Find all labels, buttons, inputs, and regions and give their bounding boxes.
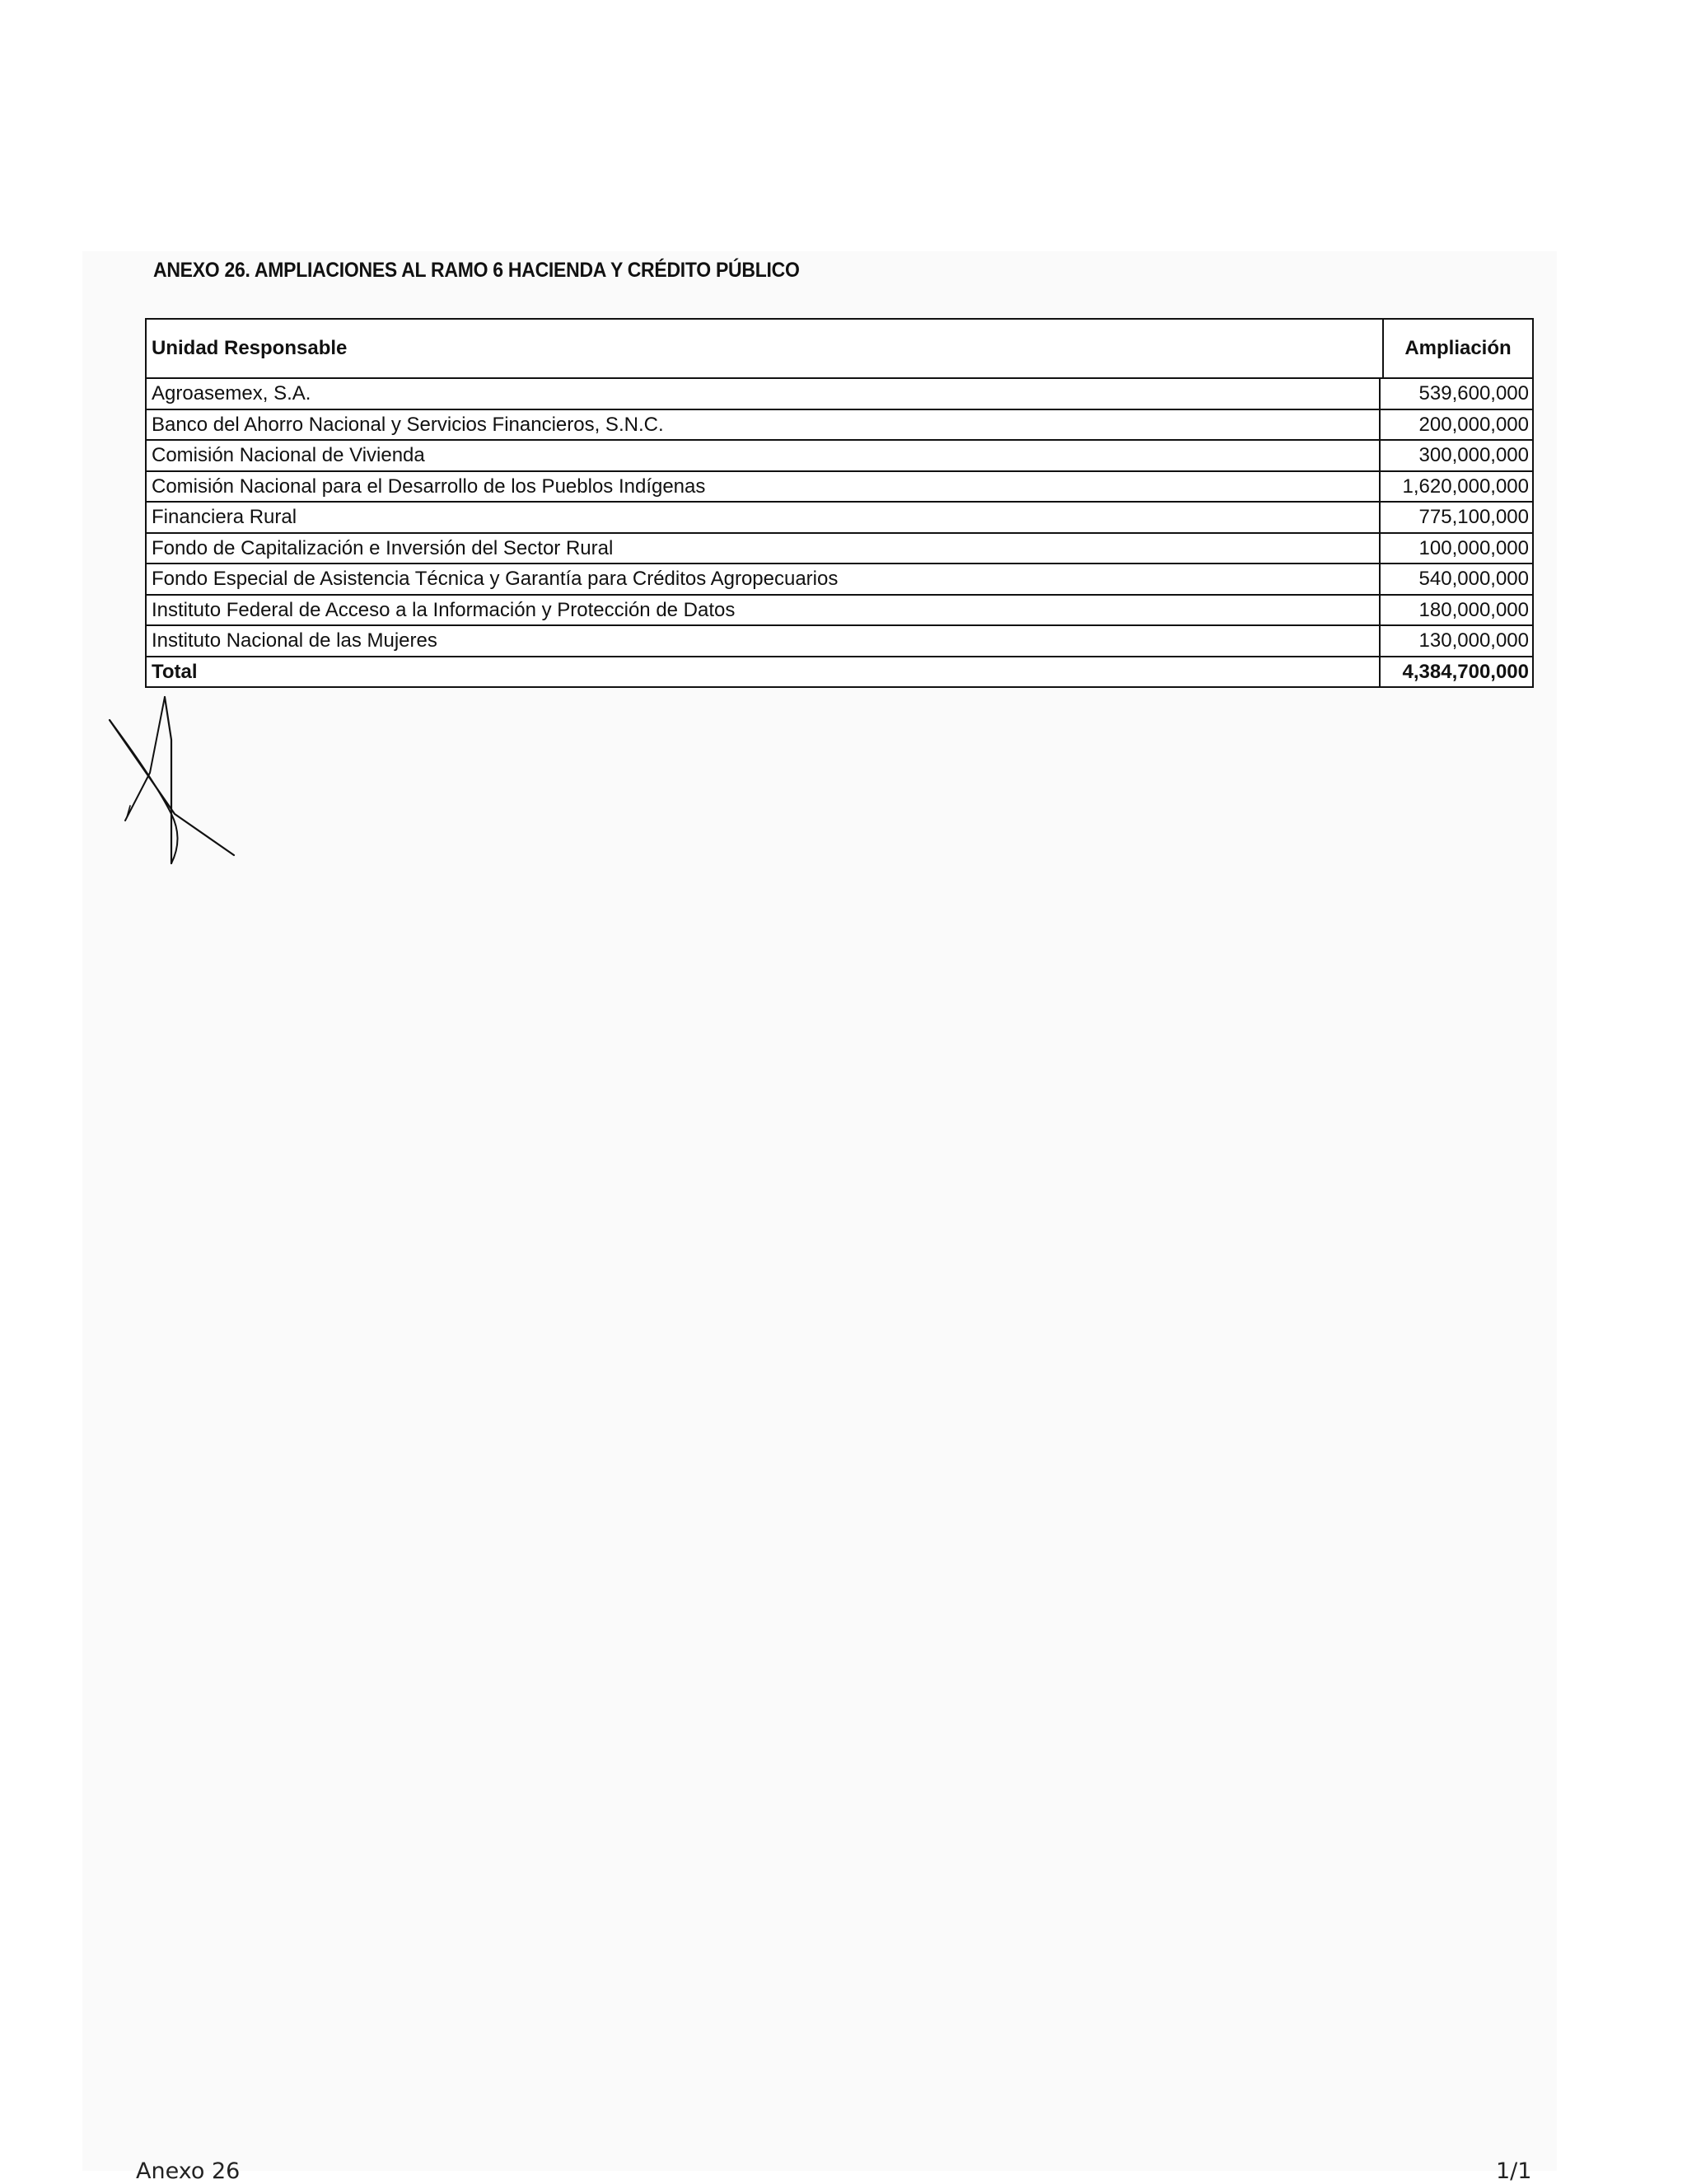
amount-cell: 100,000,000 bbox=[1418, 536, 1529, 559]
total-label: Total bbox=[147, 657, 1381, 687]
unit-cell: Comisión Nacional para el Desarrollo de los Pueblos Indígenas bbox=[147, 472, 1381, 502]
amount-cell: 1,620,000,000 bbox=[1402, 475, 1529, 498]
table-row bbox=[147, 626, 1532, 657]
amount-cell: 540,000,000 bbox=[1418, 568, 1529, 590]
unit-cell: Fondo Especial de Asistencia Técnica y Garantía para Créditos Agropecuarios bbox=[147, 564, 1381, 594]
amount-cell: 775,100,000 bbox=[1418, 506, 1529, 528]
amount-cell: 300,000,000 bbox=[1418, 444, 1529, 466]
unit-cell: Agroasemex, S.A. bbox=[147, 379, 1381, 409]
unit-cell: Banco del Ahorro Nacional y Servicios Financieros, S.N.C. bbox=[147, 410, 1381, 440]
footer-annex-label: Anexo 26 bbox=[136, 2158, 241, 2184]
table-row bbox=[147, 441, 1532, 472]
footer-page-number: 1/1 bbox=[1496, 2158, 1532, 2184]
header-amount: Ampliación bbox=[1404, 337, 1512, 359]
table-row bbox=[147, 503, 1532, 534]
unit-cell: Comisión Nacional de Vivienda bbox=[147, 441, 1381, 470]
table-row bbox=[147, 564, 1532, 596]
table-row bbox=[147, 472, 1532, 503]
amount-cell: 539,600,000 bbox=[1418, 382, 1529, 405]
header-unit: Unidad Responsable bbox=[147, 320, 1384, 377]
total-amount: 4,384,700,000 bbox=[1402, 660, 1529, 683]
table-row bbox=[147, 379, 1532, 410]
unit-cell: Instituto Nacional de las Mujeres bbox=[147, 626, 1381, 656]
table-total-row bbox=[147, 657, 1532, 687]
table-row bbox=[147, 410, 1532, 442]
unit-cell: Instituto Federal de Acceso a la Información y Protección de Datos bbox=[147, 596, 1381, 625]
amount-cell: 180,000,000 bbox=[1418, 598, 1529, 621]
table-row bbox=[147, 596, 1532, 627]
amount-cell: 200,000,000 bbox=[1418, 413, 1529, 436]
unit-cell: Financiera Rural bbox=[147, 503, 1381, 532]
table-row bbox=[147, 534, 1532, 565]
document-title: ANEXO 26. AMPLIACIONES AL RAMO 6 HACIENDA Y CRÉDITO PÚBLICO bbox=[153, 259, 800, 282]
table-header-row bbox=[147, 320, 1532, 379]
unit-cell: Fondo de Capitalización e Inversión del Sector Rural bbox=[147, 534, 1381, 564]
amount-cell: 130,000,000 bbox=[1418, 629, 1529, 652]
handwritten-signature bbox=[105, 690, 245, 880]
amplifications-table bbox=[145, 318, 1534, 688]
